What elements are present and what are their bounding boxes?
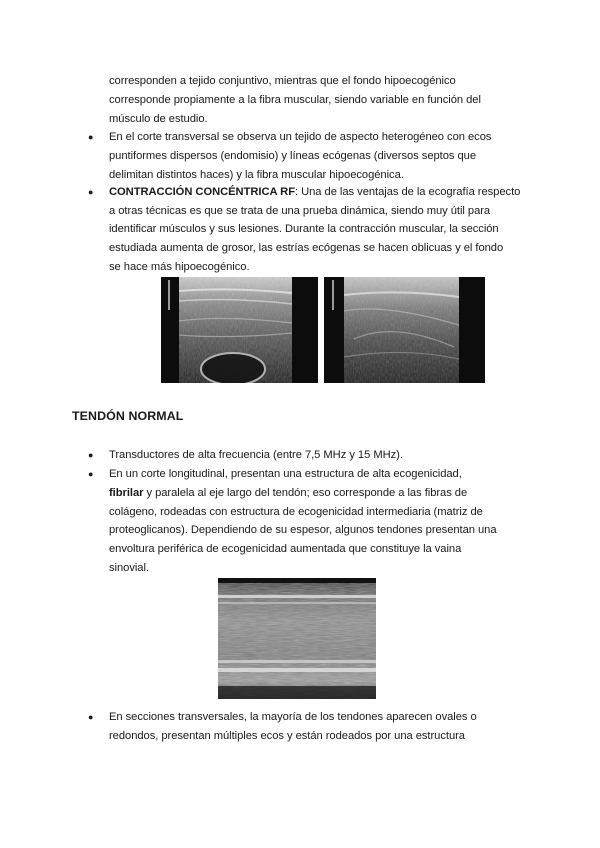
tendon-ultrasound-image	[218, 578, 376, 699]
bullet-marker: ●	[88, 187, 94, 197]
ultrasound-image-relaxed	[161, 277, 318, 383]
paragraph-line: corresponde propiamente a la fibra muscular, siendo variable en función del	[109, 94, 481, 106]
paragraph-line: sinovial.	[109, 562, 149, 574]
paragraph-line: redondos, presentan múltiples ecos y están rodeados por una estructura	[109, 730, 465, 742]
paragraph-line: estudiada aumenta de grosor, las estrías ecógenas se hacen oblicuas y el fondo	[109, 242, 504, 254]
paragraph-text: : Una de las ventajas de la ecografía respecto	[294, 186, 521, 198]
bullet-marker: ●	[88, 132, 94, 142]
paragraph-line: En un corte longitudinal, presentan una estructura de alta ecogenicidad,	[109, 468, 462, 480]
paragraph-line: se hace más hipoecogénico.	[109, 261, 250, 273]
bold-term: fibrilar	[109, 487, 144, 499]
ultrasound-image-contracted	[324, 277, 485, 383]
paragraph-text: y paralela al eje largo del tendón; eso corresponde a las fibras de	[143, 487, 468, 499]
paragraph-line: proteoglicanos). Dependiendo de su espesor, algunos tendones presentan una	[109, 524, 497, 536]
paragraph-line	[109, 185, 520, 199]
paragraph-line	[109, 486, 467, 500]
paragraph-line: puntiformes dispersos (endomisio) y líneas ecógenas (diversos septos que	[109, 150, 477, 162]
paragraph-line: colágeno, rodeadas con estructura de ecogenicidad intermediaria (matriz de	[109, 506, 483, 518]
bold-term: CONTRACCIÓN CONCÉNTRICA RF	[109, 186, 295, 198]
paragraph-line: identificar músculos y sus lesiones. Durante la contracción muscular, la sección	[109, 223, 499, 235]
paragraph-line: músculo de estudio.	[109, 113, 208, 125]
paragraph-line: envoltura periférica de ecogenicidad aumentada que constituye la vaina	[109, 543, 462, 555]
paragraph-line: En el corte transversal se observa un tejido de aspecto heterogéneo con ecos	[109, 131, 492, 143]
section-title: TENDÓN NORMAL	[72, 409, 184, 423]
paragraph-line: a otras técnicas es que se trata de una prueba dinámica, siendo muy útil para	[109, 205, 491, 217]
paragraph-line: corresponden a tejido conjuntivo, mientras que el fondo hipoecogénico	[109, 75, 456, 87]
bullet-marker: ●	[88, 469, 94, 479]
bullet-marker: ●	[88, 712, 94, 722]
paragraph-line: delimitan distintos haces) y la fibra muscular hipoecogénica.	[109, 169, 404, 181]
paragraph-line: En secciones transversales, la mayoría de los tendones aparecen ovales o	[109, 711, 477, 723]
paragraph-line: Transductores de alta frecuencia (entre 7,5 MHz y 15 MHz).	[109, 449, 403, 461]
bullet-marker: ●	[88, 450, 94, 460]
